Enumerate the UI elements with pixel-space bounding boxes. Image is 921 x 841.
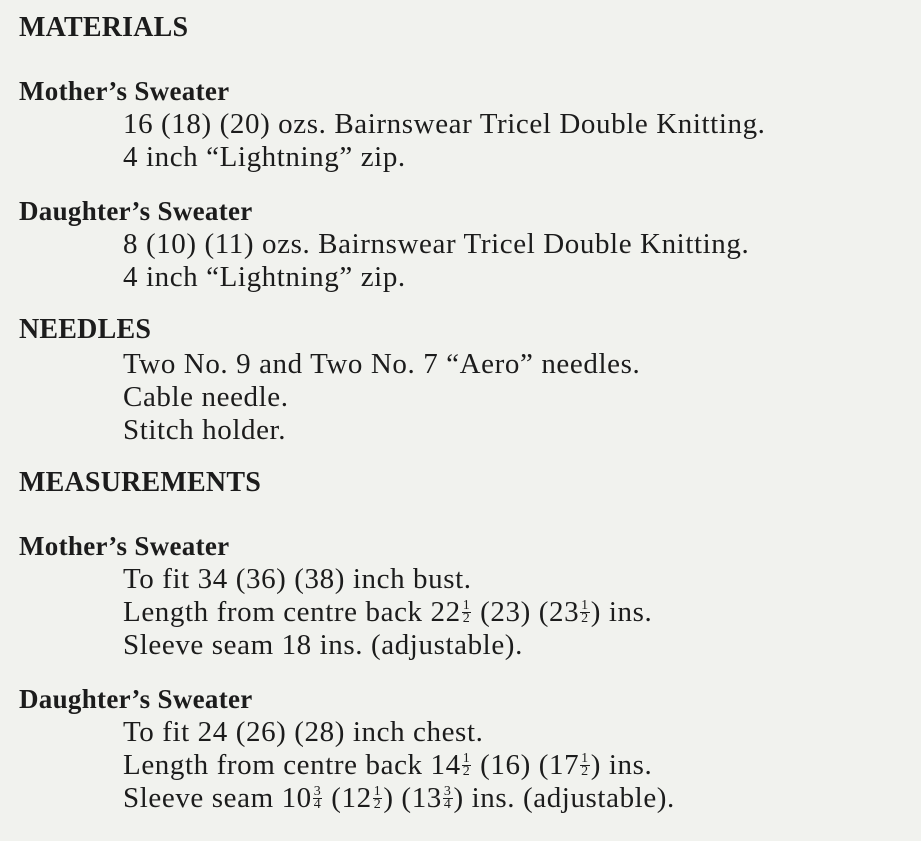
measurements-section	[19, 465, 921, 815]
fraction: $\frac{1}{2}$	[462, 597, 471, 626]
daughter-length-suffix: ) ins.	[590, 749, 653, 781]
daughter-chest-line: To fit 24 (26) (28) inch chest.	[123, 716, 484, 748]
mother-bust-line: To fit 34 (36) (38) inch bust.	[123, 563, 472, 595]
materials-section	[19, 10, 921, 294]
materials-mother-zip: 4 inch “Lightning” zip.	[123, 141, 406, 173]
mother-length-mid: (23) (23	[472, 596, 580, 628]
measurements-daughter-title: Daughter’s Sweater	[19, 684, 253, 714]
measurements-mother-title: Mother’s Sweater	[19, 531, 230, 561]
materials-daughter-title: Daughter’s Sweater	[19, 196, 253, 226]
needles-section	[19, 312, 921, 447]
materials-mother-yarn: 16 (18) (20) ozs. Bairnswear Tricel Double Knitting.	[123, 108, 766, 140]
needles-line-3: Stitch holder.	[123, 414, 287, 446]
fraction: $\frac{3}{4}$	[443, 783, 452, 812]
fraction: $\frac{3}{4}$	[313, 783, 322, 812]
materials-daughter-yarn: 8 (10) (11) ozs. Bairnswear Tricel Double Knitting.	[123, 228, 750, 260]
daughter-sleeve-mid2: ) (13	[383, 782, 442, 814]
needles-heading: NEEDLES	[19, 314, 152, 345]
fraction: $\frac{1}{2}$	[373, 783, 382, 812]
materials-daughter-block	[19, 194, 921, 294]
mother-length-suffix: ) ins.	[590, 596, 653, 628]
fraction: $\frac{1}{2}$	[462, 750, 471, 779]
daughter-sleeve-mid1: (12	[323, 782, 372, 814]
mother-length-line	[123, 596, 921, 629]
mother-length-prefix: Length from centre back 22	[123, 596, 461, 628]
daughter-sleeve-prefix: Sleeve seam 10	[123, 782, 312, 814]
needles-line-2: Cable needle.	[123, 381, 289, 413]
daughter-sleeve-suffix: ) ins. (adjustable).	[453, 782, 675, 814]
fraction: $\frac{1}{2}$	[581, 597, 589, 626]
materials-mother-title: Mother’s Sweater	[19, 76, 230, 106]
materials-heading: MATERIALS	[19, 12, 189, 43]
measurements-mother-block	[19, 529, 921, 662]
daughter-sleeve-line	[123, 782, 921, 815]
materials-daughter-zip: 4 inch “Lightning” zip.	[123, 261, 406, 293]
measurements-heading: MEASUREMENTS	[19, 467, 261, 498]
materials-mother-block	[19, 74, 921, 174]
daughter-length-mid: (16) (17	[472, 749, 580, 781]
measurements-daughter-block	[19, 682, 921, 815]
daughter-length-prefix: Length from centre back 14	[123, 749, 461, 781]
needles-line-1: Two No. 9 and Two No. 7 “Aero” needles.	[123, 348, 641, 380]
mother-sleeve-line: Sleeve seam 18 ins. (adjustable).	[123, 629, 523, 661]
fraction: $\frac{1}{2}$	[581, 750, 589, 779]
daughter-length-line	[123, 749, 921, 782]
